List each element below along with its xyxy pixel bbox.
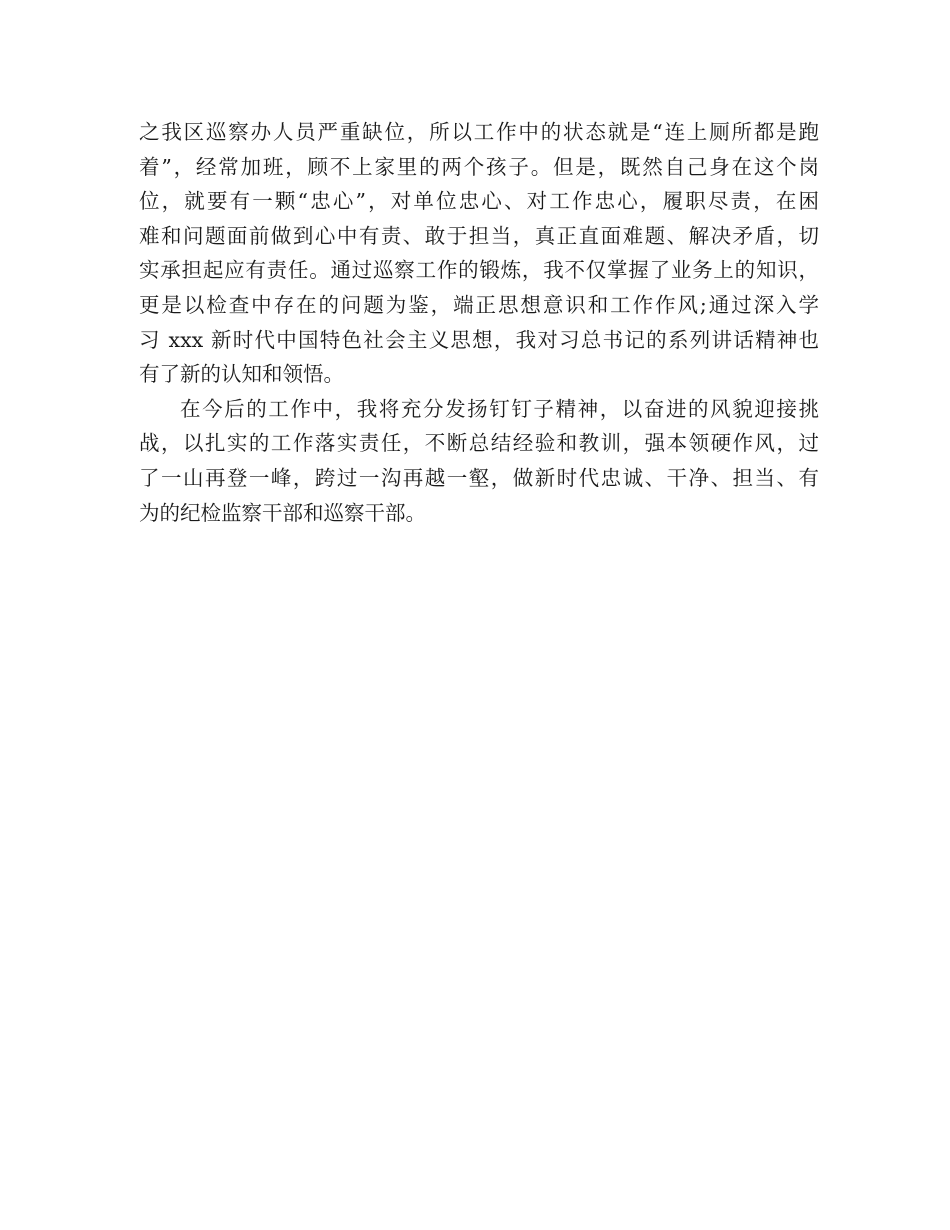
text-line: 位，就要有一颗“忠心”，对单位忠心、对工作忠心，履职尽责，在困 — [139, 189, 819, 214]
text-line: 难和问题面前做到心中有责、敢于担当，真正直面难题、解决矛盾，切 — [139, 223, 819, 248]
paragraph-1 — [139, 115, 819, 392]
text-line: 为的纪检监察干部和巡察干部。 — [139, 500, 426, 525]
text-line: 习 xxx 新时代中国特色社会主义思想，我对习总书记的系列讲话精神也 — [139, 327, 819, 352]
text-line: 更是以检查中存在的问题为鉴，端正思想意识和工作作风;通过深入学 — [139, 292, 819, 317]
paragraph-2 — [139, 392, 819, 530]
text-line: 着”，经常加班，顾不上家里的两个孩子。但是，既然自己身在这个岗 — [139, 154, 819, 179]
text-line: 之我区巡察办人员严重缺位，所以工作中的状态就是“连上厕所都是跑 — [139, 120, 819, 144]
text-line: 了一山再登一峰，跨过一沟再越一壑，做新时代忠诚、干净、担当、有 — [139, 465, 819, 490]
text-line: 实承担起应有责任。通过巡察工作的锻炼，我不仅掌握了业务上的知识， — [139, 258, 819, 283]
text-line: 在今后的工作中，我将充分发扬钉钉子精神，以奋进的风貌迎接挑 — [180, 396, 819, 421]
text-line: 有了新的认知和领悟。 — [139, 362, 344, 387]
body-text — [139, 115, 819, 530]
text-line: 战，以扎实的工作落实责任，不断总结经验和教训，强本领硬作风，过 — [139, 431, 819, 456]
